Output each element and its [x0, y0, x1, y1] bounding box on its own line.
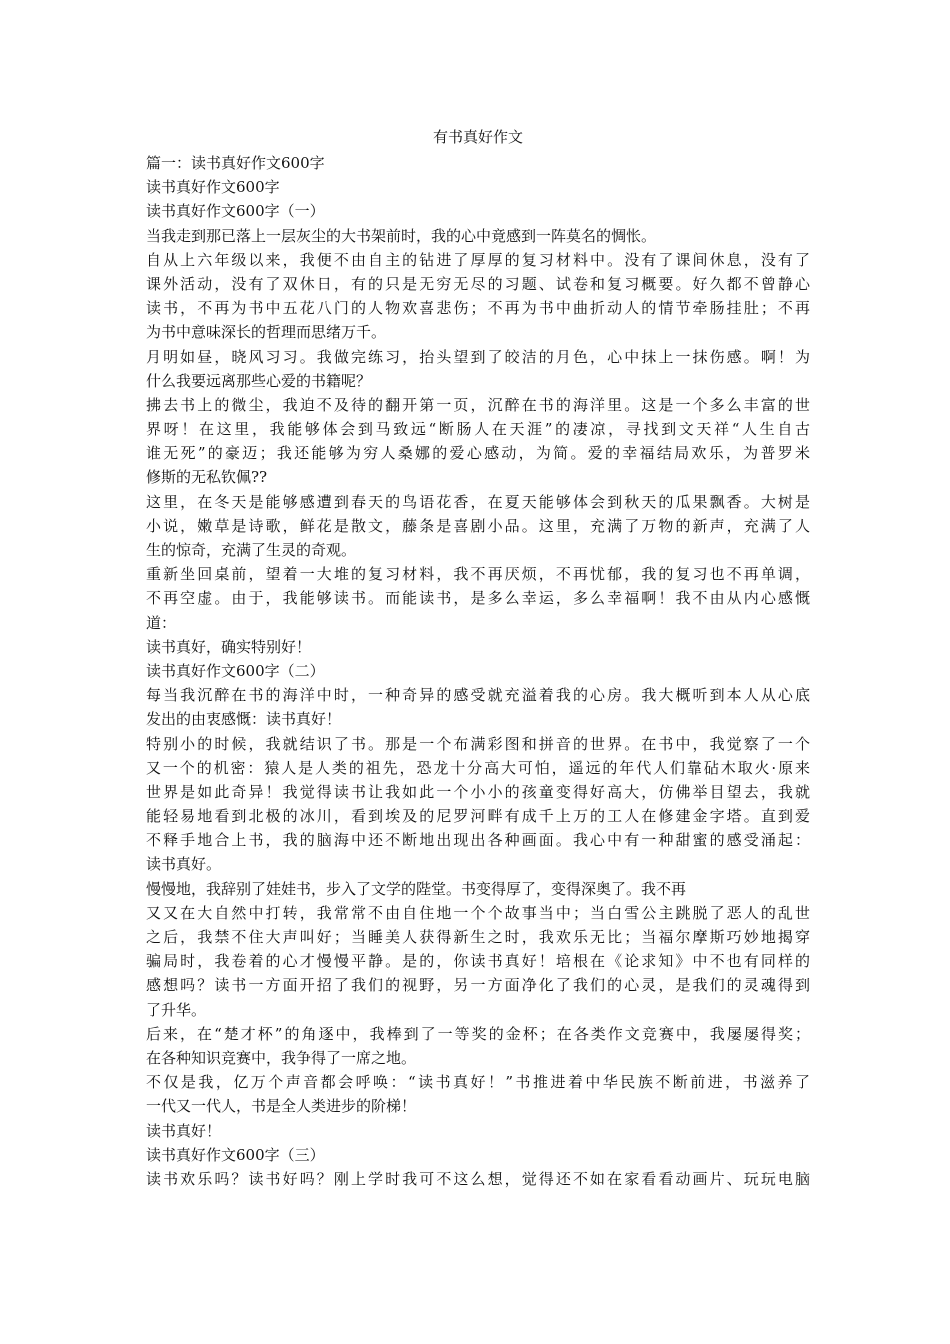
- text-line: 又又在大自然中打转，我常常不由自住地一个个故事当中；当白雪公主跳脱了恶人的乱世: [146, 903, 810, 922]
- text-line: 道：: [146, 613, 177, 632]
- text-line: 小说，嫩草是诗歌，鲜花是散文，藤条是喜剧小品。这里，充满了万物的新声，充满了人: [146, 516, 810, 535]
- text-line: 重新坐回桌前，望着一大堆的复习材料，我不再厌烦，不再忧郁，我的复习也不再单调，: [146, 565, 810, 584]
- text-line: 后来，在“楚才杯”的角逐中，我棒到了一等奖的金杯；在各类作文竞赛中，我屡屡得奖；: [146, 1024, 810, 1043]
- text-line: 一代又一代人，书是全人类进步的阶梯！: [146, 1097, 417, 1116]
- text-line: 慢慢地，我辞别了娃娃书，步入了文学的陛堂。书变得厚了，变得深奥了。我不再: [146, 879, 687, 898]
- text-line: 又一个的机密：猿人是人类的祖先，恐龙十分高大可怕，遥远的年代人们靠砧木取火·原来: [146, 758, 810, 777]
- text-line: 发出的由衷感慨：读书真好！: [146, 710, 342, 729]
- text-line: 拂去书上的微尘，我迫不及待的翻开第一页，沉醉在书的海洋里。这是一个多么丰富的世: [146, 395, 810, 414]
- text-line: 生的惊奇，充满了生灵的奇观。: [146, 541, 357, 559]
- text-line: 了升华。: [146, 1000, 207, 1019]
- text-line: 月明如昼，晓风习习。我做完练习，抬头望到了皎洁的月色，心中抹上一抹伤感。啊！为: [146, 347, 810, 366]
- text-line: 每当我沉醉在书的海洋中时，一种奇异的感受就充溢着我的心房。我大概听到本人从心底: [146, 686, 810, 705]
- text-line: 界呀！在这里，我能够体会到马致远“断肠人在天涯”的凄凉，寻找到文天祥“人生自古: [146, 420, 810, 439]
- text-line: 篇一：读书真好作文600字: [146, 154, 325, 172]
- text-line: 不释手地合上书，我的脑海中还不断地出现出各种画面。我心中有一种甜蜜的感受涌起：: [146, 831, 810, 850]
- text-line: 在各种知识竞赛中，我争得了一席之地。: [146, 1048, 417, 1067]
- text-line: 读书真好作文600字: [146, 178, 280, 197]
- text-line: 不仅是我，亿万个声音都会呼唤：“读书真好！”书推进着中华民族不断前进，书滋养了: [146, 1073, 810, 1092]
- text-line: 不再空虚。由于，我能够读书。而能读书，是多么幸运，多么幸福啊！我不由从内心感慨: [146, 589, 810, 608]
- document-page: [146, 0, 810, 1344]
- text-line: 课外活动，没有了双休日，有的只是无穷无尽的习题、试卷和复习概要。好久都不曾静心: [146, 274, 810, 293]
- text-line: 世界是如此奇异！我觉得读书让我如此一个小小的孩童变得好高大，仿佛举目望去，我就: [146, 782, 810, 801]
- text-line: 修斯的无私钦佩??: [146, 468, 268, 487]
- document-title: 有书真好作文: [432, 128, 523, 146]
- text-line: 读书真好，确实特别好！: [146, 637, 312, 656]
- text-line: 当我走到那已落上一层灰尘的大书架前时，我的心中竟感到一阵莫名的惆怅。: [146, 226, 657, 245]
- text-line: 读书真好作文600字（一）: [146, 202, 325, 221]
- text-line: 为书中意味深长的哲理而思绪万千。: [146, 323, 387, 342]
- text-line: 读书真好作文600字（二）: [146, 661, 325, 680]
- text-line: 骗局时，我卷着的心才慢慢平静。是的，你读书真好！培根在《论求知》中不也有同样的: [146, 952, 810, 971]
- text-line: 自从上六年级以来，我便不由自主的钻进了厚厚的复习材料中。没有了课间休息，没有了: [146, 250, 810, 269]
- text-line: 谁无死”的豪迈；我还能够为穷人桑娜的爱心感动，为简。爱的幸福结局欢乐，为普罗米: [146, 444, 810, 463]
- text-line: 什么我要远离那些心爱的书籍呢？: [146, 371, 372, 390]
- text-line: 读书，不再为书中五花八门的人物欢喜悲伤；不再为书中曲折动人的情节牵肠挂肚；不再: [146, 299, 810, 318]
- text-line: 读书欢乐吗？读书好吗？刚上学时我可不这么想，觉得还不如在家看看动画片、玩玩电脑: [146, 1169, 810, 1188]
- text-line: 读书真好作文600字（三）: [146, 1145, 325, 1164]
- text-line: 之后，我禁不住大声叫好；当睡美人获得新生之时，我欢乐无比；当福尔摩斯巧妙地揭穿: [146, 928, 810, 946]
- text-line: 这里，在冬天是能够感遭到春天的鸟语花香，在夏天能够体会到秋天的瓜果飘香。大树是: [146, 492, 810, 511]
- text-line: 感想吗？读书一方面开招了我们的视野，另一方面净化了我们的心灵，是我们的灵魂得到: [146, 976, 810, 995]
- text-line: 读书真好。: [146, 855, 222, 874]
- text-line: 特别小的时候，我就结识了书。那是一个布满彩图和拼音的世界。在书中，我觉察了一个: [146, 734, 810, 753]
- text-line: 读书真好！: [146, 1121, 222, 1140]
- text-line: 能轻易地看到北极的冰川，看到埃及的尼罗河畔有成千上万的工人在修建金字塔。直到爱: [146, 807, 810, 826]
- document-body: [146, 151, 810, 1191]
